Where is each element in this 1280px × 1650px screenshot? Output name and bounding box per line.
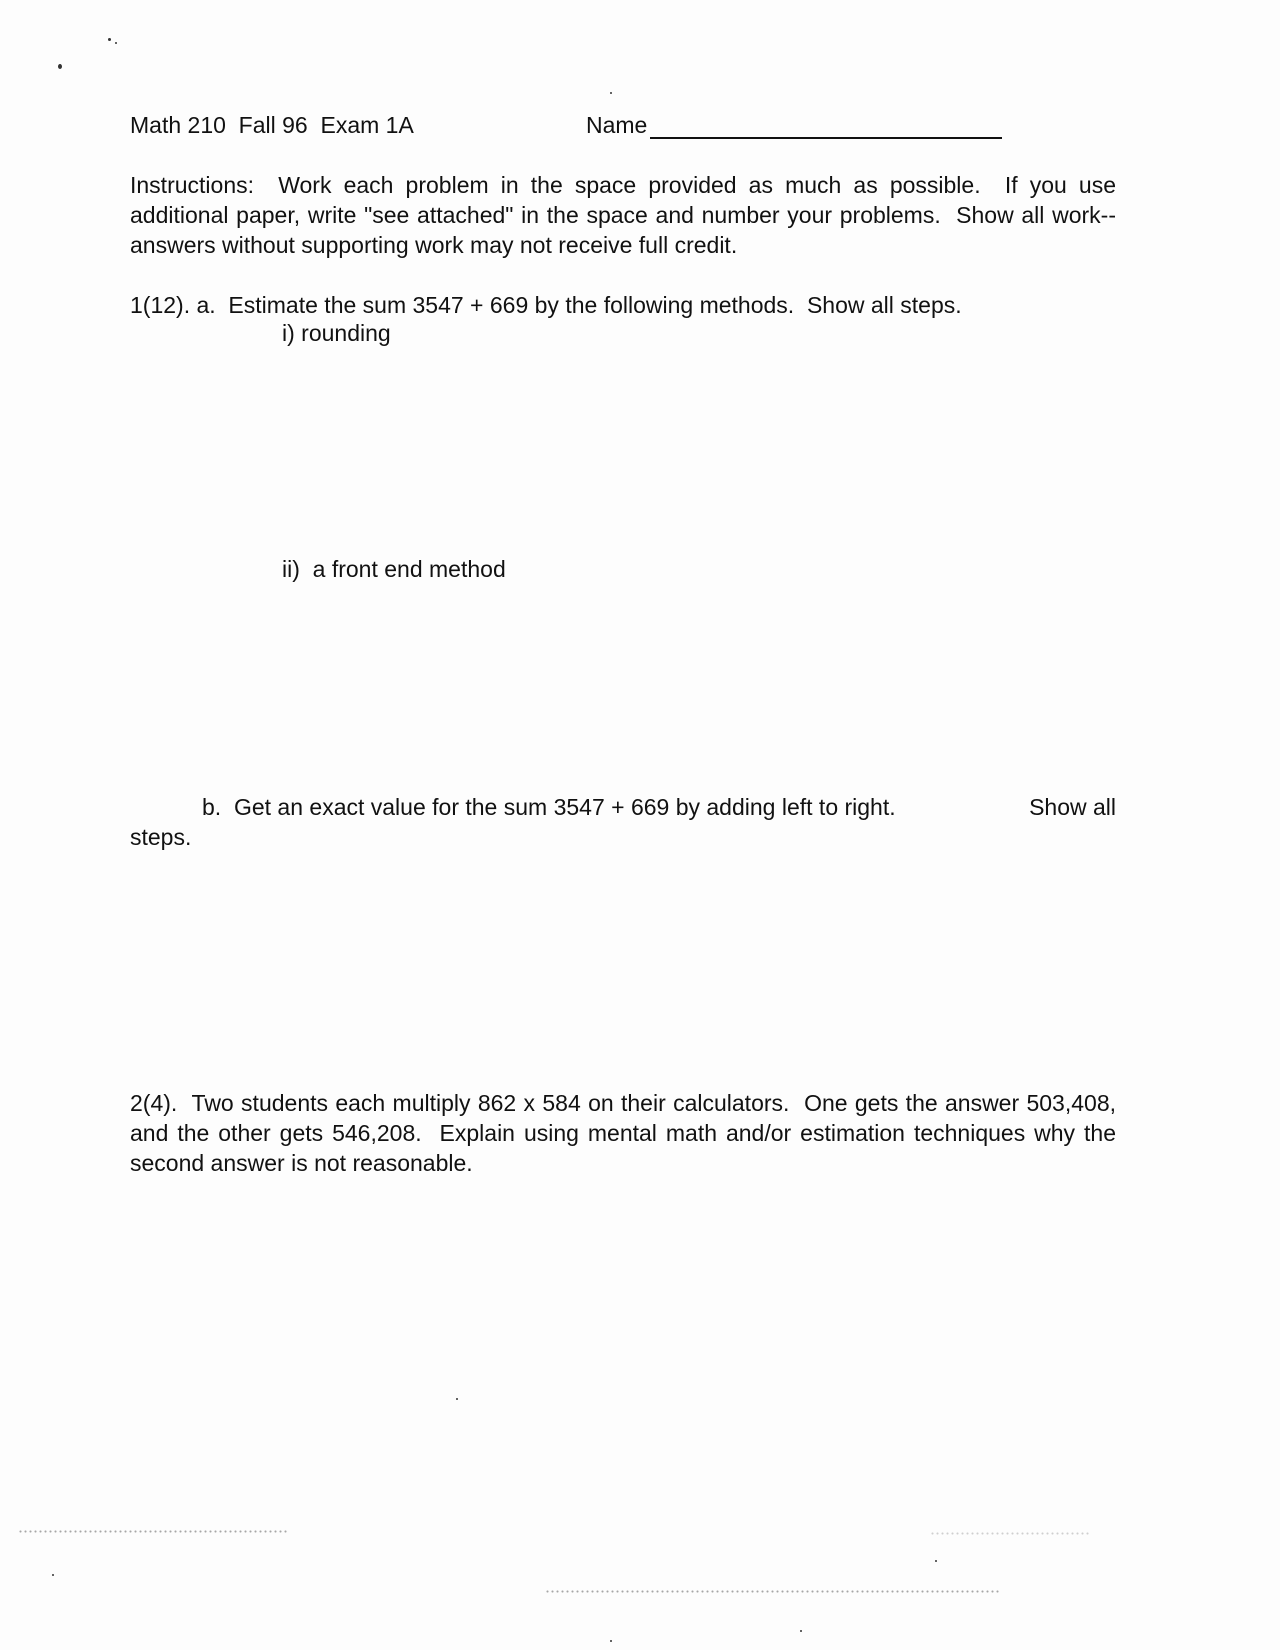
scan-speck <box>58 64 62 69</box>
scan-speck <box>108 38 111 41</box>
problem-1b-prompt-continued: steps. <box>130 824 192 850</box>
problem-1a-i-label: i) rounding <box>282 320 391 346</box>
scan-speck <box>52 1574 54 1576</box>
problem-1b-prompt-tail: Show all <box>1029 794 1116 820</box>
scan-speck <box>115 42 117 44</box>
instructions-paragraph: Instructions: Work each problem in the space provided as much as possible. If you use additional paper, write "see attached" in the space and number your problems. Show all work--answers without supporting work may not receive full credit. <box>130 172 1123 258</box>
scan-speck <box>800 1630 802 1632</box>
scan-speck <box>610 1640 612 1642</box>
problem-1a-prompt: 1(12). a. Estimate the sum 3547 + 669 by the following methods. Show all steps. <box>130 292 962 318</box>
name-blank-line <box>650 137 1002 139</box>
name-label: Name <box>586 112 648 138</box>
scan-noise <box>930 1532 1090 1535</box>
problem-2-prompt: 2(4). Two students each multiply 862 x 584 on their calculators. One gets the answer 503,408, and the other gets 546,208. Explain using mental math and/or estimation techniques why the second answer is not reasonable. <box>130 1090 1123 1176</box>
exam-title: Math 210 Fall 96 Exam 1A <box>130 112 414 138</box>
scan-speck <box>456 1398 458 1400</box>
scan-speck <box>610 92 612 94</box>
problem-1a-ii-label: ii) a front end method <box>282 556 506 582</box>
scan-noise <box>545 1590 1000 1593</box>
scan-speck <box>935 1560 937 1562</box>
scan-noise <box>18 1530 288 1533</box>
problem-1b-prompt-lead: b. Get an exact value for the sum 3547 + 669 by adding left to right. <box>202 794 896 820</box>
